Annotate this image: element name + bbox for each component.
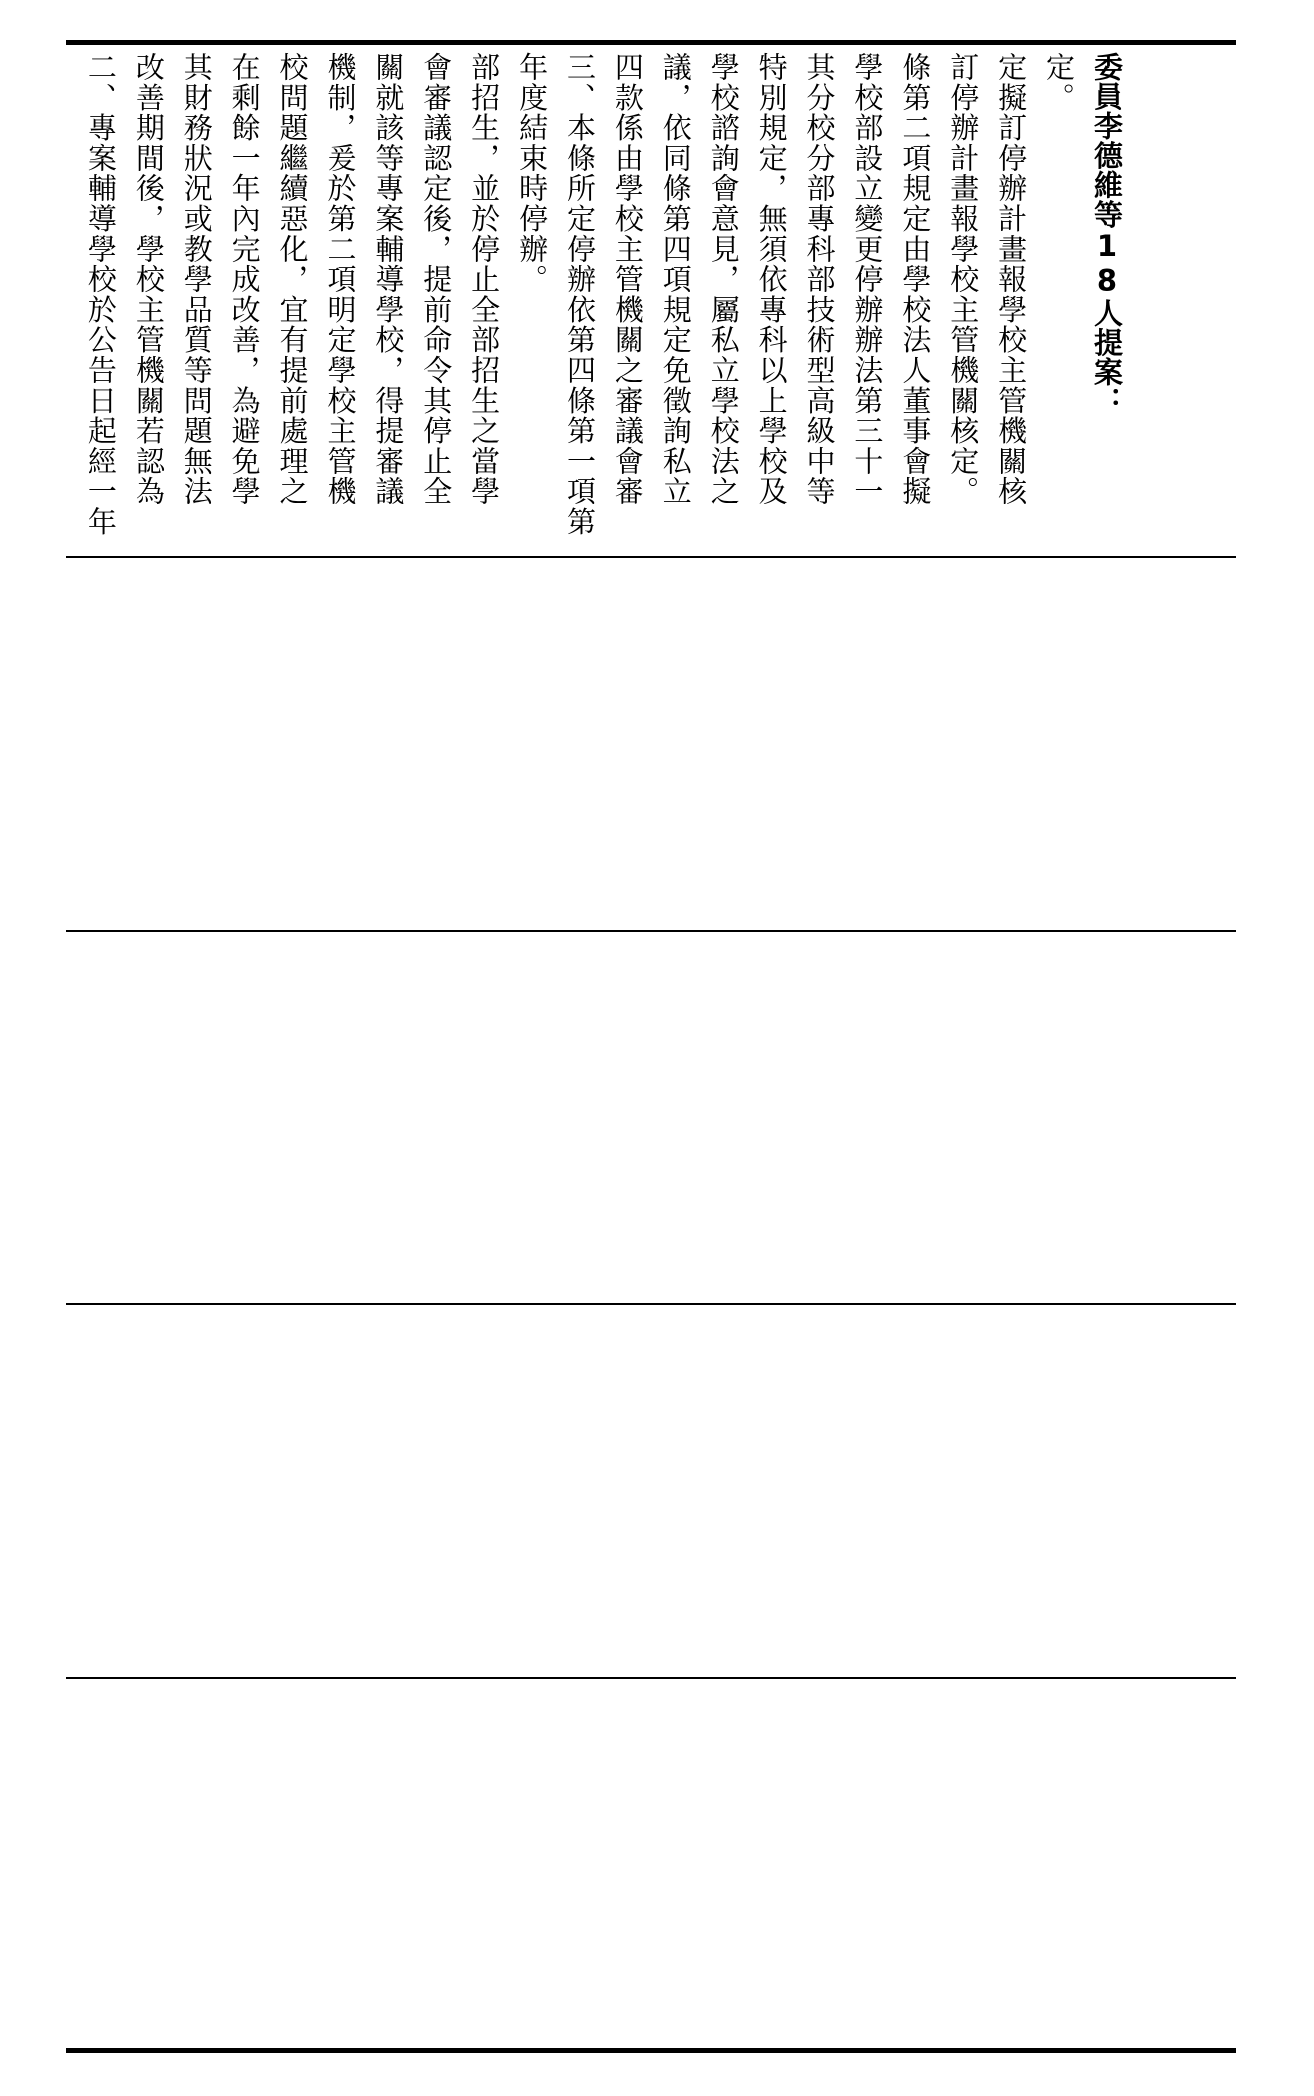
text-line: 年度結束時停辦。 bbox=[515, 52, 550, 295]
text-line: 定。 bbox=[1042, 52, 1077, 113]
text-line: 學校部設立變更停辦辦法第三十一 bbox=[850, 52, 885, 507]
text-line: 四款係由學校主管機關之審議會審 bbox=[610, 52, 645, 507]
table-row-divider bbox=[66, 556, 1236, 558]
explanation-text-column bbox=[76, 52, 1226, 544]
text-line: 議，依同條第四項規定免徵詢私立 bbox=[658, 52, 693, 507]
text-line: 機制，爰於第二項明定學校主管機 bbox=[323, 52, 358, 507]
text-line: 在剩餘一年內完成改善，為避免學 bbox=[227, 52, 262, 507]
proposal-heading: 委員李德維等18人提案： bbox=[1089, 52, 1124, 416]
text-line: 訂停辦計畫報學校主管機關核定。 bbox=[946, 52, 981, 507]
text-line: 改善期間後，學校主管機關若認為 bbox=[131, 52, 166, 507]
table-row-divider bbox=[66, 1677, 1236, 1679]
text-line: 特別規定，無須依專科以上學校及 bbox=[754, 52, 789, 507]
text-line: 二、專案輔導學校於公告日起經一年 bbox=[83, 52, 118, 537]
text-line: 條第二項規定由學校法人董事會擬 bbox=[898, 52, 933, 507]
text-line: 三、本條所定停辦依第四條第一項第 bbox=[562, 52, 597, 537]
text-line: 關就該等專案輔導學校，得提審議 bbox=[371, 52, 406, 507]
text-line: 定擬訂停辦計畫報學校主管機關核 bbox=[994, 52, 1029, 507]
text-line: 校問題繼續惡化，宜有提前處理之 bbox=[275, 52, 310, 507]
text-line: 會審議認定後，提前命令其停止全 bbox=[419, 52, 454, 507]
table-row-divider bbox=[66, 930, 1236, 932]
text-line: 學校諮詢會意見，屬私立學校法之 bbox=[706, 52, 741, 507]
table-row-divider bbox=[66, 1303, 1236, 1305]
text-line: 其財務狀況或教學品質等問題無法 bbox=[179, 52, 214, 507]
text-line: 其分校分部專科部技術型高級中等 bbox=[802, 52, 837, 507]
bottom-table-border bbox=[66, 2048, 1236, 2053]
top-table-border bbox=[66, 40, 1236, 45]
text-line: 部招生，並於停止全部招生之當學 bbox=[467, 52, 502, 507]
